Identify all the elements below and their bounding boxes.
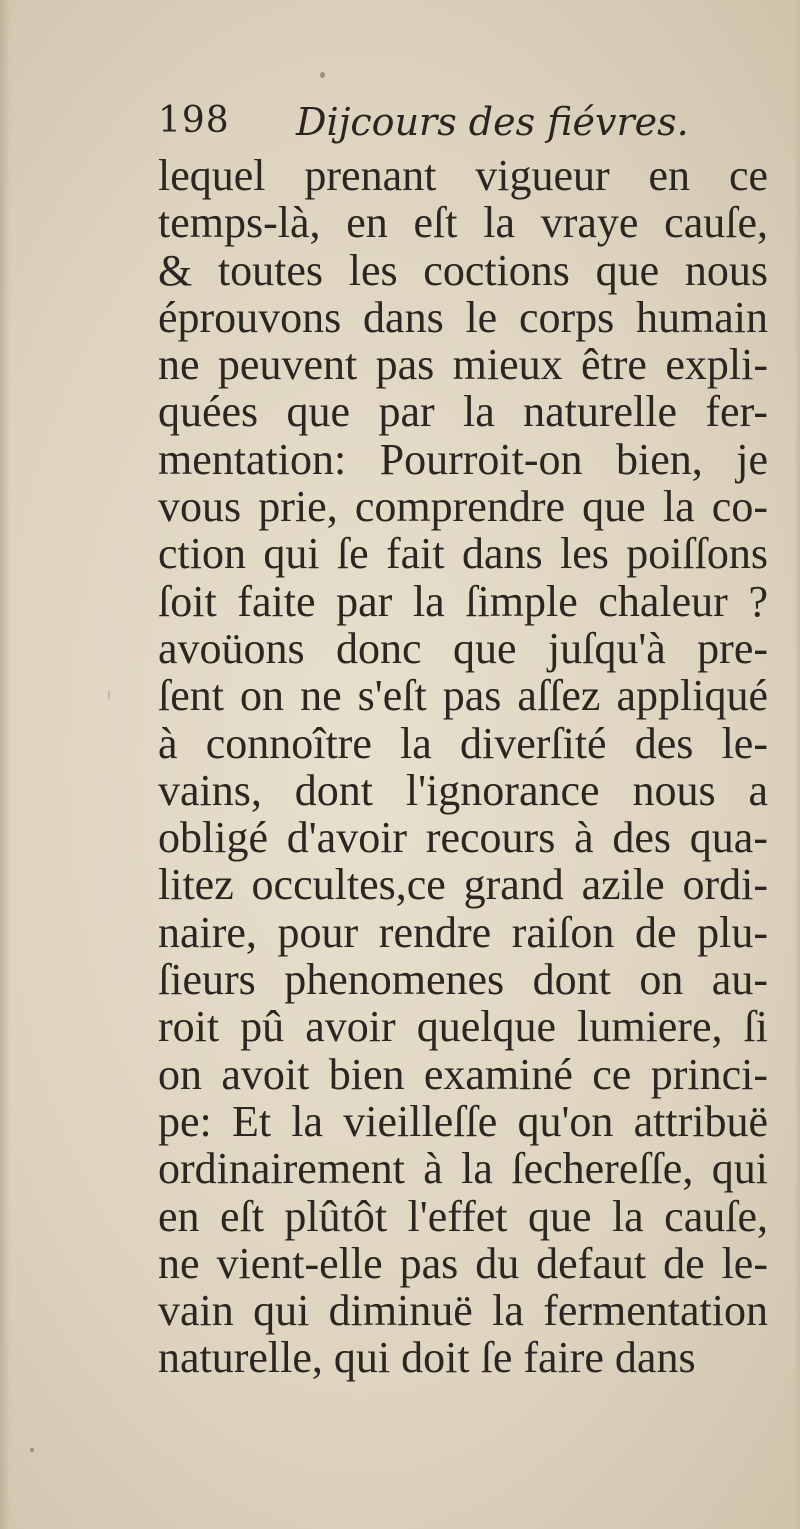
paper-speck [30,1448,34,1452]
text-line: on avoit bien examiné ce princi- [158,1049,768,1099]
text-line: lequel prenant vigueur en ce [158,151,768,200]
page-binding-shadow [0,0,10,1529]
text-line: & toutes les coctions que nous [158,245,768,295]
paper-speck [320,72,325,78]
text-line: ſoit faite par la ſimple chaleur ? [158,576,768,626]
text-line: ordinairement à la ſechereſſe, qui [158,1144,768,1194]
text-line: ſent on ne s'eſt pas aſſez appliqué [158,671,768,721]
text-line: quées que par la naturelle fer- [158,387,768,437]
text-line: temps-là, en eſt la vraye cauſe, [158,198,768,248]
text-line: éprouvons dans le corps humain [158,292,768,342]
text-line: naturelle, qui doit ſe faire dans [158,1333,696,1383]
page-number: 198 [158,100,230,141]
text-line: ſieurs phenomenes dont on au- [158,955,768,1005]
text-line: litez occultes,ce grand azile ordi- [158,860,768,910]
text-line: pe: Et la vieilleſſe qu'on attribuë [158,1096,768,1146]
text-line: roit pû avoir quelque lumiere, ſi [158,1002,768,1052]
text-line: ne peuvent pas mieux être expli- [158,340,768,390]
text-line: naire, pour rendre raiſon de plu- [158,907,768,957]
paper-speck [108,690,110,700]
page-edge-shadow [794,0,800,1529]
text-line: ction qui ſe fait dans les poiſſons [158,529,768,579]
text-line: vain qui diminuë la fermentation [158,1286,768,1336]
text-line: avoüons donc que juſqu'à pre- [158,623,768,673]
text-line: obligé d'avoir recours à des qua- [158,813,768,863]
text-line: mentation: Pourroit-on bien, je [158,434,768,484]
running-head [158,100,689,144]
text-line: vains, dont l'ignorance nous a [158,765,768,815]
text-line: à connoître la diverſité des le- [158,718,768,768]
text-line: en eſt plûtôt l'effet que la cauſe, [158,1191,768,1241]
body-text [158,152,768,1382]
running-title: Dijcours des fiévres. [296,100,689,144]
text-line: vous prie, comprendre que la co- [158,482,768,532]
text-line: ne vient-elle pas du defaut de le- [158,1238,768,1288]
